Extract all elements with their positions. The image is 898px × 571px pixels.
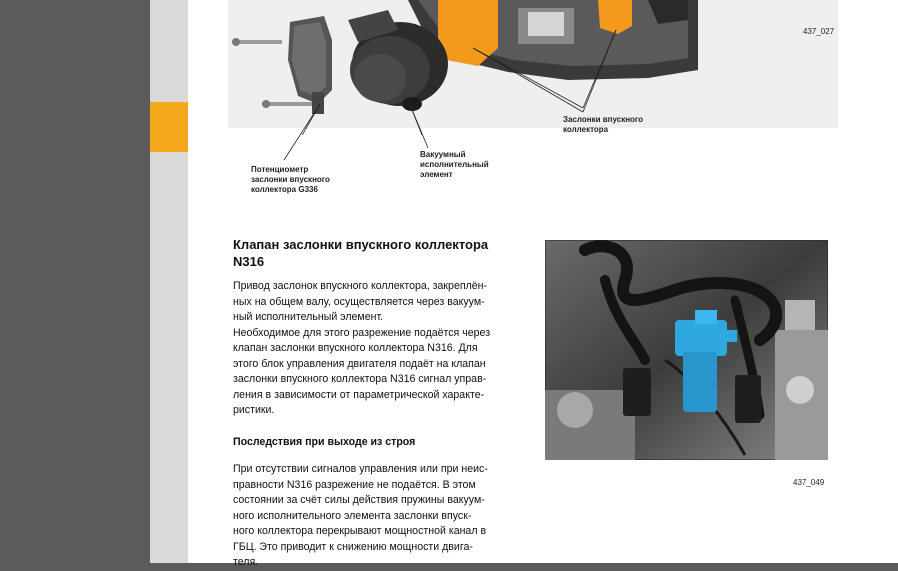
figure-number-top: 437_027: [803, 27, 835, 36]
failure-subheading: Последствия при выходе из строя: [233, 436, 416, 448]
failure-paragraph: При отсутствии сигналов управления или при неис- правности N316 разрежение не подаётся. В этом состоянии за счёт силы действия пружины вакуум- ного исполнительного элемента заслонки впуск- ного коллектора перекрывают мощностной канал в ГБЦ. Это приводит к снижению мощности двига- теля.: [233, 463, 488, 568]
section-title: Клапан заслонки впускного коллектора N316: [233, 237, 489, 269]
callout-intake-flaps: Заслонки впускного коллектора: [563, 115, 644, 134]
callout-potentiometer: Потенциометр заслонки впускного коллектора G336: [251, 165, 330, 194]
chapter-tab-marker: [150, 102, 188, 152]
page-margin-strip: [150, 0, 188, 563]
description-paragraph: Привод заслонок впускного коллектора, закреплён- ных на общем валу, осуществляется через вакуум- ный исполнительный элемент. Необходимое для этого разрежение подаётся через клапан заслонки впускного коллектора N316. Для этого блок управления двигателя подаёт на клапан заслонки впускного коллектора N316 сигнал управ- ления в зависимости от параметрической характе- ристики.: [233, 280, 491, 416]
intake-flap-diagram: [228, 0, 838, 135]
callout-vacuum-actuator: Вакуумный исполнительный элемент: [420, 150, 489, 179]
valve-n316-photo: [545, 240, 828, 460]
figure-number-photo: 437_049: [793, 478, 825, 487]
